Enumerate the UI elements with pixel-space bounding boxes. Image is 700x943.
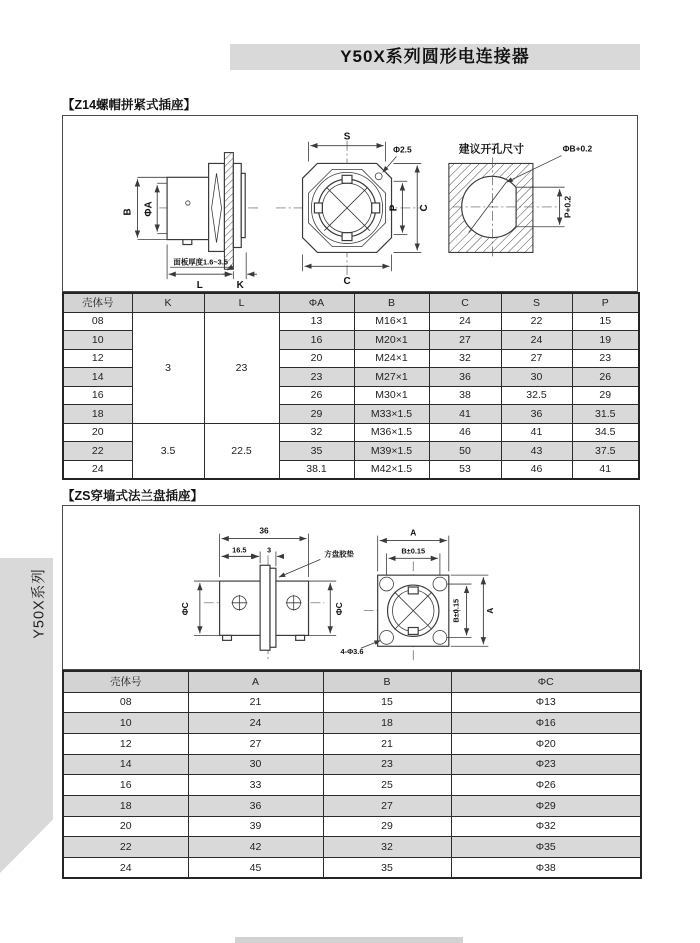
cell: Φ38	[451, 858, 641, 879]
cell: 30	[188, 754, 323, 775]
cell: 22	[63, 837, 188, 858]
cell: 16	[63, 775, 188, 796]
cell: 18	[323, 713, 451, 734]
cell: 18	[63, 405, 132, 424]
table-row	[63, 795, 641, 816]
cell: 39	[188, 816, 323, 837]
table-row	[63, 692, 641, 713]
cell: 24	[63, 460, 132, 479]
cell: Φ20	[451, 733, 641, 754]
z14-dim-phi25: Φ2.5	[393, 144, 412, 155]
cell: 32	[279, 423, 354, 442]
cell: 29	[279, 405, 354, 424]
cell: 29	[323, 816, 451, 837]
cell: M42×1.5	[354, 460, 429, 479]
zs-dim-phi-c-left: ΦC	[180, 602, 190, 616]
cell: M36×1.5	[354, 423, 429, 442]
cell: 16	[279, 331, 354, 350]
col-header-s: S	[501, 293, 572, 312]
cell: 37.5	[572, 442, 639, 461]
cell: 20	[279, 349, 354, 368]
cell-k-group2: 3.5	[132, 423, 204, 479]
cell: 22	[501, 312, 572, 331]
table-row	[63, 816, 641, 837]
cell: 26	[572, 368, 639, 387]
z14-dimension-table	[62, 292, 640, 480]
cell: 15	[323, 692, 451, 713]
z14-dim-p: P	[388, 204, 400, 212]
z14-dim-phi-a: ΦA	[143, 201, 155, 217]
zs-dim-165: 16.5	[232, 545, 247, 555]
z14-panel-note: 面板厚度1.6~3.5	[173, 257, 228, 267]
cell: 21	[323, 733, 451, 754]
cell: 32.5	[501, 386, 572, 405]
col-header-a: A	[188, 671, 323, 692]
zs-dim-a-right: A	[485, 607, 496, 614]
cell: 08	[63, 692, 188, 713]
cell: 10	[63, 331, 132, 350]
zs-side-view	[180, 526, 355, 662]
z14-cutout-title: 建议开孔尺寸	[458, 143, 524, 156]
cell: M24×1	[354, 349, 429, 368]
col-header-shell: 壳体号	[63, 293, 132, 312]
cell: 29	[572, 386, 639, 405]
cell: Φ29	[451, 795, 641, 816]
cell: 19	[572, 331, 639, 350]
cell-l-group2: 22.5	[204, 423, 279, 479]
sidebar-series-label-wrap	[12, 558, 65, 648]
cell: 14	[63, 754, 188, 775]
cell: 24	[188, 713, 323, 734]
cell: 12	[63, 733, 188, 754]
zs-dim-b-right: B±0.15	[451, 598, 461, 623]
cell: 46	[501, 460, 572, 479]
cell: 24	[429, 312, 501, 331]
table-row	[63, 775, 641, 796]
cell: 27	[501, 349, 572, 368]
z14-dim-c-right: C	[419, 204, 431, 212]
zs-dim-b-top: B±0.15	[401, 546, 426, 556]
zs-front-view	[341, 528, 496, 660]
cell: 26	[279, 386, 354, 405]
cell: Φ16	[451, 713, 641, 734]
cell: 13	[279, 312, 354, 331]
cell: 36	[429, 368, 501, 387]
cell: 23	[323, 754, 451, 775]
cell: 27	[188, 733, 323, 754]
cell: 38.1	[279, 460, 354, 479]
z14-dim-c-bottom: C	[343, 276, 351, 288]
table-row	[63, 858, 641, 879]
z14-dim-l: L	[196, 280, 203, 291]
cell: 23	[279, 368, 354, 387]
zs-dim-phi-c-right: ΦC	[334, 602, 345, 616]
table-row	[63, 733, 641, 754]
cell: 12	[63, 349, 132, 368]
cell: 20	[63, 816, 188, 837]
col-header-c: C	[429, 293, 501, 312]
cell: M30×1	[354, 386, 429, 405]
cell: 45	[188, 858, 323, 879]
cell: 22	[63, 442, 132, 461]
cell: 35	[279, 442, 354, 461]
page-title: Y50X系列圆形电连接器	[230, 44, 640, 70]
cell: Φ23	[451, 754, 641, 775]
zs-dim-36: 36	[259, 525, 269, 536]
cell: 25	[323, 775, 451, 796]
cell: 27	[429, 331, 501, 350]
cell: 41	[572, 460, 639, 479]
z14-dim-k: K	[236, 280, 244, 291]
cell: 42	[188, 837, 323, 858]
table-row	[63, 713, 641, 734]
col-header-p: P	[572, 293, 639, 312]
table-row	[63, 312, 639, 331]
cell: 30	[501, 368, 572, 387]
cell: 32	[429, 349, 501, 368]
cell: 24	[501, 331, 572, 350]
cell: 31.5	[572, 405, 639, 424]
cell: 41	[429, 405, 501, 424]
cell: 24	[63, 858, 188, 879]
cell: 34.5	[572, 423, 639, 442]
zs-dim-3: 3	[266, 545, 272, 555]
zs-holes-label: 4-Φ3.6	[340, 647, 364, 657]
cell: Φ32	[451, 816, 641, 837]
z14-side-view	[123, 153, 260, 291]
col-header-shell: 壳体号	[63, 671, 188, 692]
z14-dim-phi-b: ΦB+0.2	[562, 143, 593, 154]
zs-figure-box	[62, 505, 640, 670]
section-zs-heading: 【ZS穿墙式法兰盘插座】	[62, 489, 203, 503]
cell: 33	[188, 775, 323, 796]
cell: M39×1.5	[354, 442, 429, 461]
col-header-k: K	[132, 293, 204, 312]
cell: 35	[323, 858, 451, 879]
cell: 18	[63, 795, 188, 816]
zs-gasket-label: 方盘胶垫	[324, 549, 354, 559]
cell: 46	[429, 423, 501, 442]
col-header-b: B	[354, 293, 429, 312]
cell: 38	[429, 386, 501, 405]
section-z14-heading: 【Z14螺帽拼紧式插座】	[62, 98, 197, 112]
table-header-row	[63, 671, 641, 692]
cell: 41	[501, 423, 572, 442]
zs-dim-a-top: A	[410, 527, 417, 538]
cell-k-group1: 3	[132, 312, 204, 423]
cell: 23	[572, 349, 639, 368]
sidebar-series-label: Y50X系列	[32, 567, 49, 639]
z14-dim-s: S	[343, 131, 351, 143]
table-row	[63, 837, 641, 858]
z14-figure-box	[62, 115, 638, 292]
col-header-b: B	[323, 671, 451, 692]
cell: Φ26	[451, 775, 641, 796]
cell: M27×1	[354, 368, 429, 387]
col-header-l: L	[204, 293, 279, 312]
table-row	[63, 754, 641, 775]
z14-dim-p-cut: P+0.2	[562, 195, 573, 219]
cell: 50	[429, 442, 501, 461]
cell: 08	[63, 312, 132, 331]
cell: Φ13	[451, 692, 641, 713]
col-header-phi-c: ΦC	[451, 671, 641, 692]
cell: 43	[501, 442, 572, 461]
z14-drawing	[63, 116, 637, 291]
col-header-phi-a: ΦA	[279, 293, 354, 312]
cell-l-group1: 23	[204, 312, 279, 423]
cell: M16×1	[354, 312, 429, 331]
cell: 27	[323, 795, 451, 816]
cell: 16	[63, 386, 132, 405]
z14-cutout-view	[449, 142, 593, 259]
footer-bar	[235, 937, 463, 943]
table-row	[63, 423, 639, 442]
cell: 36	[501, 405, 572, 424]
cell: M20×1	[354, 331, 429, 350]
cell: 20	[63, 423, 132, 442]
z14-front-view	[276, 132, 430, 287]
zs-dimension-table	[62, 670, 642, 879]
z14-dim-b: B	[122, 208, 134, 216]
cell: 10	[63, 713, 188, 734]
cell: Φ35	[451, 837, 641, 858]
cell: 36	[188, 795, 323, 816]
cell: 15	[572, 312, 639, 331]
table-header-row	[63, 293, 639, 312]
cell: 53	[429, 460, 501, 479]
cell: 14	[63, 368, 132, 387]
cell: 21	[188, 692, 323, 713]
cell: 32	[323, 837, 451, 858]
zs-drawing	[63, 506, 639, 669]
cell: M33×1.5	[354, 405, 429, 424]
